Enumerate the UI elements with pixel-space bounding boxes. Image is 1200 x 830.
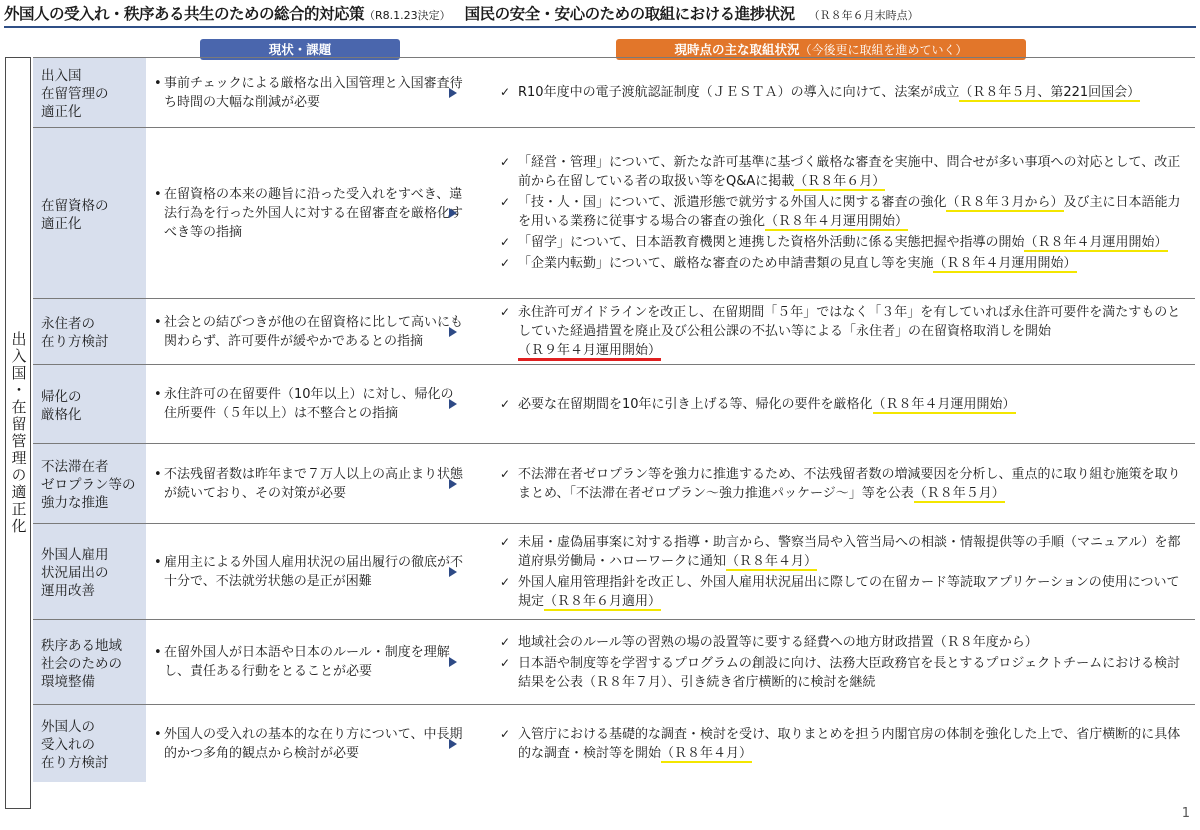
side-label: 出入国・在留管理の適正化 — [5, 57, 31, 809]
category-label: 永住者の 在り方検討 — [41, 316, 109, 350]
status-item — [500, 193, 1191, 231]
check-icon: ✓ — [500, 574, 511, 589]
issue-text: 永住許可の在留要件（10年以上）に対し、帰化の住所要件（５年以上）は不整合との指摘 — [164, 387, 454, 421]
issue-text: 在留資格の本来の趣旨に沿った受入れをすべき、違法行為を行った外国人に対する在留審査を厳格化すべき等の指摘 — [164, 186, 464, 240]
status-item — [500, 633, 1191, 652]
status-text: 「留学」について、日本語教育機関と連携した資格外活動に係る実態把握や指導の開始 — [518, 235, 1025, 250]
date-highlight: （Ｒ８年６月適用） — [544, 593, 662, 609]
status-item — [500, 465, 1191, 503]
status-item — [500, 83, 1191, 102]
table-row — [33, 57, 1195, 128]
issue-cell: • 不法残留者数は昨年まで７万人以上の高止まり状態が続いており、その対策が必要 — [146, 444, 470, 523]
arrow-right-icon — [449, 479, 457, 489]
page-subtitle: 国民の安全・安心のための取組における進捗状況 — [464, 5, 795, 23]
status-item — [500, 725, 1191, 763]
check-icon: ✓ — [500, 235, 511, 249]
category-label: 出入国 在留管理の 適正化 — [41, 68, 109, 120]
date-highlight: （Ｒ８年４月） — [661, 745, 753, 761]
progress-table — [33, 57, 1195, 809]
status-text: 及び主に日本語能力を用いる業務に従事する場合の審査の強化 — [518, 195, 1181, 229]
arrow-right-icon — [449, 567, 457, 577]
status-text: 地域社会のルール等の習熟の場の設置等に要する経費への地方財政措置（Ｒ８年度から） — [518, 634, 1038, 650]
status-cell — [470, 128, 1195, 298]
header-issues: 現状・課題 — [200, 39, 400, 60]
status-item — [500, 654, 1191, 692]
issue-text: 在留外国人が日本語や日本のルール・制度を理解し、責任ある行動をとることが必要 — [164, 645, 450, 679]
date-highlight: （Ｒ８年４月運用開始） — [1024, 235, 1168, 250]
issue-text: 雇用主による外国人雇用状況の届出履行の徹底が不十分で、不法就労状態の是正が困難 — [164, 554, 464, 589]
category-label: 外国人の 受入れの 在り方検討 — [41, 719, 109, 771]
page-title: 外国人の受入れ・秩序ある共生のための総合的対応策 — [4, 5, 365, 23]
status-cell — [470, 444, 1195, 523]
status-cell — [470, 620, 1195, 704]
status-text: 「企業内転勤」について、厳格な審査のため申請書類の見直し等を実施 — [518, 256, 934, 271]
status-text: 未届・虚偽届事案に対する指導・助言から、警察当局や入管当局への相談・情報提供等の手順（マニュアル）を都道府県労働局・ハローワークに通知 — [518, 534, 1181, 569]
status-cell — [470, 524, 1195, 619]
table-row — [33, 365, 1195, 444]
table-row — [33, 128, 1195, 299]
date-highlight: （Ｒ８年５月、第221回国会） — [959, 85, 1141, 100]
category-label: 秩序ある地域 社会のための 環境整備 — [41, 637, 122, 690]
issue-cell: • 在留資格の本来の趣旨に沿った受入れをすべき、違法行為を行った外国人に対する在留審査を厳格化すべき等の指摘 — [146, 128, 470, 298]
status-text: 日本語や制度等を学習するプログラムの創設に向け、法務大臣政務官を長とするプロジェクトチームにおける検討結果を公表（Ｒ８年７月）、引き続き省庁横断的に検討を継続 — [518, 655, 1181, 690]
issue-cell: • 雇用主による外国人雇用状況の届出履行の徹底が不十分で、不法就労状態の是正が困難 — [146, 524, 470, 619]
status-item — [500, 254, 1191, 273]
issue-text: 外国人の受入れの基本的な在り方について、中長期的かつ多角的観点から検討が必要 — [164, 726, 463, 761]
date-highlight: （Ｒ８年４月運用開始） — [933, 256, 1077, 271]
issue-text: 事前チェックによる厳格な出入国管理と入国審査待ち時間の大幅な削減が必要 — [164, 75, 463, 110]
status-item — [500, 573, 1191, 611]
table-row — [33, 620, 1195, 705]
date-highlight: （Ｒ８年５月） — [913, 485, 1005, 501]
arrow-right-icon — [449, 657, 457, 667]
check-icon: ✓ — [500, 466, 511, 481]
arrow-right-icon — [449, 399, 457, 409]
category-cell — [33, 620, 146, 704]
header-status-note: （今後更に取組を進めていく） — [799, 43, 968, 57]
issue-text: 社会との結びつきが他の在留資格に比して高いにも関わらず、許可要件が緩やかであるとの指摘 — [164, 314, 464, 349]
decision-date: （R8.1.23決定） — [364, 9, 451, 22]
date-highlight: （Ｒ８年４月） — [726, 553, 818, 569]
category-cell — [33, 128, 146, 298]
check-icon: ✓ — [500, 534, 511, 549]
check-icon: ✓ — [500, 155, 511, 169]
page-number: 1 — [1181, 806, 1190, 821]
issue-cell: • 永住許可の在留要件（10年以上）に対し、帰化の住所要件（５年以上）は不整合との指摘 — [146, 365, 470, 443]
category-cell — [33, 299, 146, 364]
status-cell — [470, 299, 1195, 364]
status-text: 必要な在留期間を10年に引き上げる等、帰化の要件を厳格化 — [518, 396, 873, 412]
category-label: 在留資格の 適正化 — [41, 197, 109, 232]
date-highlight: （Ｒ８年４月運用開始） — [765, 214, 909, 229]
category-label: 外国人雇用 状況届出の 運用改善 — [41, 547, 109, 599]
date-highlight-red: （Ｒ９年４月運用開始） — [518, 343, 661, 361]
category-cell — [33, 444, 146, 523]
category-cell — [33, 365, 146, 443]
status-cell — [470, 365, 1195, 443]
status-text: 外国人雇用管理指針を改正し、外国人雇用状況届出に際しての在留カード等読取アプリケーションの使用について規定 — [518, 574, 1180, 609]
category-label: 不法滞在者 ゼロプラン等の 強力な推進 — [41, 459, 136, 511]
as-of-date: （Ｒ８年６月末時点） — [808, 9, 919, 22]
status-cell — [470, 58, 1195, 127]
status-text: 永住許可ガイドラインを改正し、在留期間「５年」ではなく「３年」を有していれば永住許可要件を満たすものとしていた経過措置を廃止及び公租公課の不払い等による「永住者」の在留資格取消しを開始 — [518, 305, 1181, 339]
status-item — [500, 153, 1191, 191]
issue-cell: • 外国人の受入れの基本的な在り方について、中長期的かつ多角的観点から検討が必要 — [146, 705, 470, 782]
issue-text: 不法残留者数は昨年まで７万人以上の高止まり状態が続いており、その対策が必要 — [164, 466, 464, 501]
status-cell — [470, 705, 1195, 782]
check-icon: ✓ — [500, 655, 511, 670]
check-icon: ✓ — [500, 256, 511, 270]
check-icon: ✓ — [500, 305, 511, 319]
check-icon: ✓ — [500, 195, 511, 209]
status-item — [500, 395, 1191, 414]
title-bar — [4, 2, 1196, 28]
status-item — [500, 533, 1191, 571]
date-highlight: （Ｒ８年６月） — [794, 174, 886, 189]
status-item — [500, 303, 1191, 360]
arrow-right-icon — [449, 208, 457, 218]
table-row — [33, 705, 1195, 782]
arrow-right-icon — [449, 88, 457, 98]
status-item — [500, 233, 1191, 252]
date-highlight: （Ｒ８年４月運用開始） — [872, 396, 1016, 412]
check-icon: ✓ — [500, 396, 511, 411]
arrow-right-icon — [449, 739, 457, 749]
table-row — [33, 524, 1195, 620]
status-text: 不法滞在者ゼロプラン等を強力に推進するため、不法残留者数の増減要因を分析し、重点的に取り組む施策を取りまとめ、「不法滞在者ゼロプラン～強力推進パッケージ～」等を公表 — [518, 466, 1181, 501]
issue-cell: • 在留外国人が日本語や日本のルール・制度を理解し、責任ある行動をとることが必要 — [146, 620, 470, 704]
table-row — [33, 444, 1195, 524]
date-highlight: （Ｒ８年３月から） — [946, 195, 1064, 210]
category-cell — [33, 524, 146, 619]
arrow-right-icon — [449, 327, 457, 337]
category-label: 帰化の 厳格化 — [41, 388, 82, 423]
issue-cell: • 事前チェックによる厳格な出入国管理と入国審査待ち時間の大幅な削減が必要 — [146, 58, 470, 127]
status-text: R10年度中の電子渡航認証制度（ＪＥＳＴＡ）の導入に向けて、法案が成立 — [518, 85, 960, 100]
check-icon: ✓ — [500, 634, 511, 649]
status-text: 入管庁における基礎的な調査・検討を受け、取りまとめを担う内閣官房の体制を強化した上で、省庁横断的に具体的な調査・検討等を開始 — [518, 726, 1181, 761]
category-cell — [33, 58, 146, 127]
status-text: 「経営・管理」について、新たな許可基準に基づく厳格な審査を実施中、問合せが多い事項への対応として、改正前から在留している者の取扱い等をQ&Aに掲載 — [518, 155, 1181, 189]
check-icon: ✓ — [500, 85, 511, 99]
header-status: 現時点の主な取組状況（今後更に取組を進めていく） — [616, 39, 1026, 60]
category-cell — [33, 705, 146, 782]
issue-cell: • 社会との結びつきが他の在留資格に比して高いにも関わらず、許可要件が緩やかであるとの指摘 — [146, 299, 470, 364]
table-row — [33, 299, 1195, 365]
check-icon: ✓ — [500, 726, 511, 741]
status-text: 「技・人・国」について、派遣形態で就労する外国人に関する審査の強化 — [518, 195, 947, 210]
